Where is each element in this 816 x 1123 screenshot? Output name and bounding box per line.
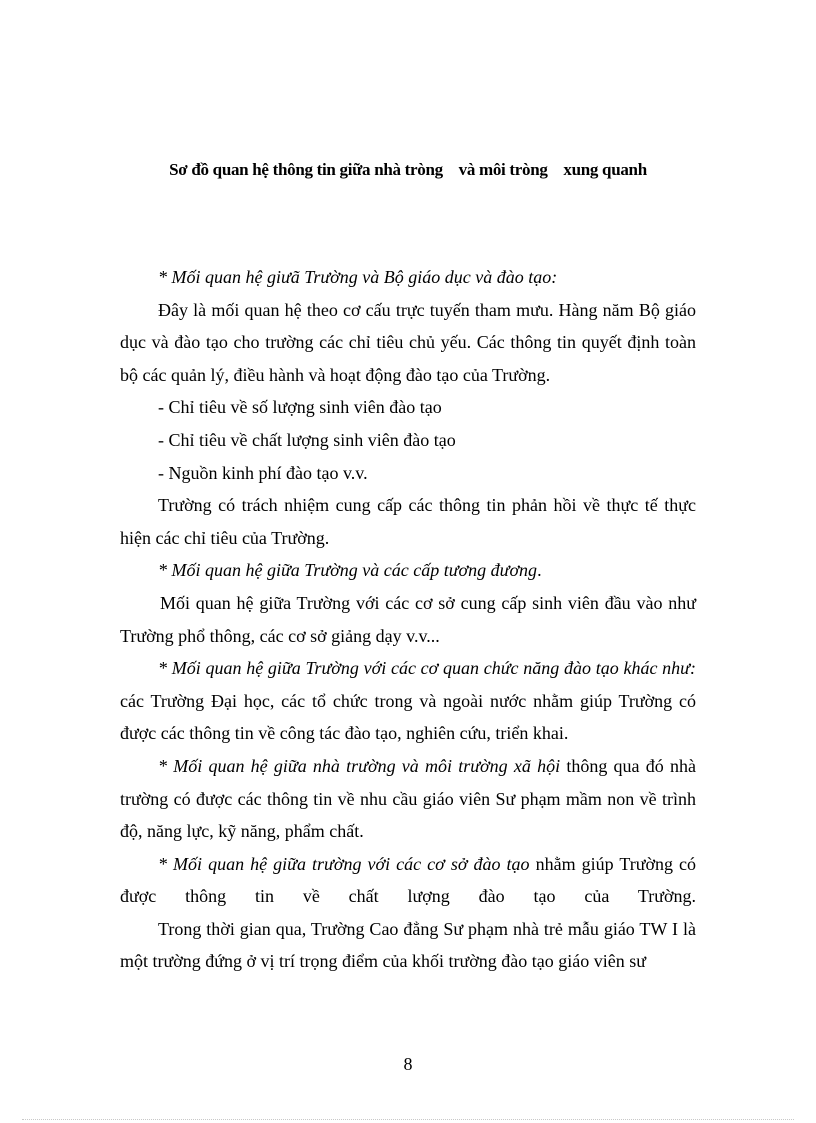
paragraph-text: - Nguồn kinh phí đào tạo v.v. (158, 462, 368, 483)
paragraph-italic: * Mối quan hệ giữa nhà trường và môi trường xã hội (158, 755, 561, 776)
paragraph-text: nhằm giúp Trường có được thông tin về chất lượng đào tạo của Trường. (120, 853, 697, 907)
paragraph-text: - Chỉ tiêu về số lượng sinh viên đào tạo (158, 397, 442, 418)
page-number: 8 (403, 1054, 413, 1074)
paragraph-text: . (537, 560, 542, 581)
paragraph-italic: * Mối quan hệ giữa Trường với các cơ quan chức năng đào tạo khác như: (158, 658, 696, 679)
paragraph-text: thông qua đó nhà trường có được các thông tin về nhu cầu giáo viên Sư phạm mầm non về trình độ, năng lực, kỹ năng, phẩm chất. (120, 755, 696, 842)
paragraph-text: Đây là mối quan hệ theo cơ cấu trực tuyến tham mưu. Hàng năm Bộ giáo dục và đào tạo cho trường các chỉ tiêu chủ yếu. Các thông tin quyết định toàn bộ các quản lý, điều hành và hoạt động đào tạo của Trường. (120, 299, 696, 385)
paragraph (120, 261, 696, 294)
paragraph (120, 587, 696, 652)
paragraph (120, 457, 696, 490)
paragraph (120, 424, 696, 457)
page-title: Sơ đồ quan hệ thông tin giữa nhà tròng và môi tròng xung quanh (169, 160, 647, 179)
paragraph-text: các Trường Đại học, các tổ chức trong và ngoài nước nhằm giúp Trường có được các thông tin về công tác đào tạo, nghiên cứu, triển khai. (120, 690, 696, 744)
paragraph (120, 652, 696, 750)
paragraph-italic: * Mối quan hệ giưã Trường và Bộ giáo dục và đào tạo: (158, 267, 558, 287)
paragraph-text: Trong thời gian qua, Trường Cao đẳng Sư phạm nhà trẻ mẫu giáo TW I là một trường đứng ở vị trí trọng điểm của khối trường đào tạo giáo viên sư (120, 918, 696, 972)
paragraph-text: - Chỉ tiêu về chất lượng sinh viên đào tạo (158, 429, 456, 450)
paragraph-text: Trường có trách nhiệm cung cấp các thông tin phản hồi về thực tế thực hiện các chỉ tiêu của Trường. (120, 495, 696, 548)
paragraph (120, 554, 696, 587)
paragraph-italic: * Mối quan hệ giữa trường với các cơ sở đào tạo (158, 853, 530, 874)
paragraph-italic: * Mối quan hệ giữa Trường và các cấp tương đương (158, 560, 538, 581)
paragraph (120, 489, 696, 554)
paragraph-text: Mối quan hệ giữa Trường với các cơ sở cung cấp sinh viên đầu vào như Trường phổ thông, các cơ sở giảng dạy v.v... (120, 592, 696, 646)
paragraph (120, 913, 696, 978)
paragraph (120, 750, 696, 848)
paragraph (120, 294, 696, 392)
document-body (120, 261, 696, 978)
paragraph (120, 391, 696, 424)
paragraph (120, 848, 696, 913)
page-bottom-divider (22, 1119, 794, 1120)
